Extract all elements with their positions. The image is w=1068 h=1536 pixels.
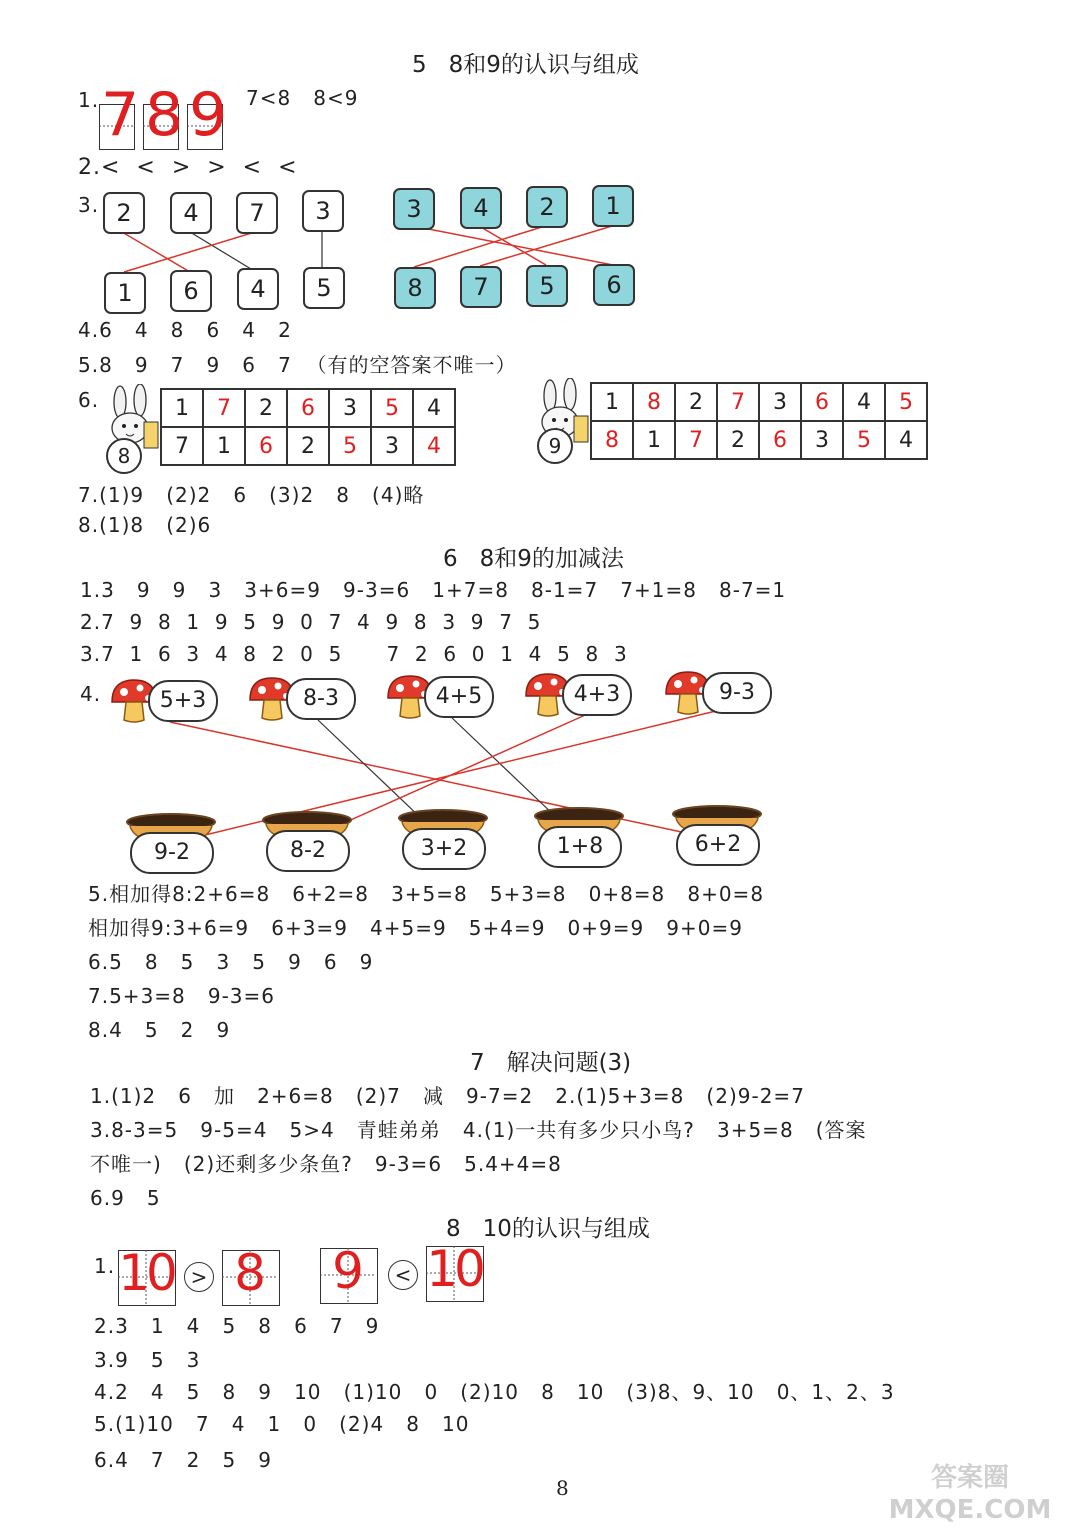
watermark-logo: 答案圈 MXQE.COM [888,1463,1052,1525]
s6-q4-label: 4. [80,682,102,706]
s5-q1-digit-7: 7 [101,80,140,150]
q3-left-top-box: 2 [103,192,145,234]
s8-q1-b: 8 [234,1244,266,1302]
s6-q5-line1: 5.相加得8:2+6=8 6+2=8 3+5=8 5+3=8 0+8=8 8+0=8 [88,882,765,906]
q3-right-top-box: 2 [526,186,568,228]
table-cell: 5 [329,427,371,465]
table-cell: 3 [371,427,413,465]
s7-line2: 3.8-3=5 9-5=4 5>4 青蛙弟弟 4.(1)一共有多少只小鸟? 3+5=8 (答案 [90,1118,867,1142]
s5-q5: 5.8 9 7 9 6 7 （有的空答案不唯一） [78,353,517,377]
pot-expression: 9-2 [130,832,214,874]
s7-line3: 不唯一) (2)还剩多少条鱼? 9-3=6 5.4+4=8 [90,1152,562,1176]
q3-left-bottom-box: 1 [104,272,146,314]
table-cell: 6 [287,389,329,427]
s5-q8: 8.(1)8 (2)6 [78,513,212,537]
q3-right-top-box: 4 [460,187,502,229]
table-cell: 2 [245,389,287,427]
s8-q3: 3.9 5 3 [94,1348,201,1372]
mushroom-expression: 5+3 [148,680,218,722]
pot-expression: 1+8 [538,826,622,868]
pot-expression: 3+2 [402,828,486,870]
q3-left-top-box: 4 [170,192,212,234]
table-cell: 6 [759,421,801,459]
s6-q7: 7.5+3=8 9-3=6 [88,984,275,1008]
s8-q1-a: 10 [118,1244,174,1302]
s5-q1-digit-9: 9 [189,80,228,150]
s5-q7: 7.(1)9 (2)2 6 (3)2 8 (4)略 [78,483,425,507]
pot-card [670,804,764,866]
q3-right-bottom-box: 5 [526,265,568,307]
table-cell: 3 [801,421,843,459]
mushroom-card [522,670,621,724]
s8-q6: 6.4 7 2 5 9 [94,1448,272,1472]
q3-left-bottom-box: 5 [303,267,345,309]
q3-left-bottom-box: 6 [170,270,212,312]
table-cell: 7 [203,389,245,427]
table-cell: 3 [329,389,371,427]
table-cell: 6 [245,427,287,465]
s8-q4: 4.2 4 5 8 9 10 (1)10 0 (2)10 8 10 (3)8、9、10 0、1、2、3 [94,1380,895,1404]
table-cell: 4 [885,421,927,459]
s8-q1-op1: > [184,1262,214,1292]
s5-q1-digit-8: 8 [145,80,184,150]
q6-right-number-badge: 9 [537,428,573,464]
s6-q5-line2: 相加得9:3+6=9 6+3=9 4+5=9 5+4=9 0+9=9 9+0=9 [88,916,743,940]
s5-q1-label: 1. [78,88,100,112]
s6-q1: 1.3 9 9 3 3+6=9 9-3=6 1+7=8 8-1=7 7+1=8 8-7=1 [80,578,787,602]
mushroom-expression: 9-3 [702,672,772,714]
s8-q5: 5.(1)10 7 4 1 0 (2)4 8 10 [94,1412,470,1436]
s6-q3: 3.7 1 6 3 4 8 2 0 5 7 2 6 0 1 4 5 8 3 [80,642,628,666]
section6-title: 6 8和9的加减法 [443,546,624,572]
section8-title: 8 10的认识与组成 [446,1216,650,1242]
q3-right-bottom-box: 6 [593,264,635,306]
table-cell: 2 [675,383,717,421]
table-cell: 2 [717,421,759,459]
q3-right-top-box: 1 [592,185,634,227]
page-number: 8 [556,1476,569,1500]
table-cell: 8 [591,421,633,459]
s6-q8: 8.4 5 2 9 [88,1018,231,1042]
mushroom-expression: 4+5 [424,676,494,718]
q3-right-bottom-box: 8 [394,267,436,309]
s8-q1-d: 10 [426,1240,482,1298]
s8-q1-op2: < [388,1260,418,1290]
mushroom-card [662,668,755,722]
table-cell: 7 [675,421,717,459]
s8-q1-cell-guides [0,0,520,1310]
pot-expression: 6+2 [676,824,760,866]
q6-left-number-badge: 8 [106,438,142,474]
s5-q1-compare: 7<8 8<9 [246,86,359,110]
table-cell: 7 [717,383,759,421]
s6-q6: 6.5 8 5 3 5 9 6 9 [88,950,374,974]
table-cell: 4 [413,389,455,427]
table-cell: 5 [885,383,927,421]
q3-left-top-box: 7 [236,192,278,234]
table-cell: 6 [801,383,843,421]
q3-right-top-box: 3 [393,188,435,230]
s7-line4: 6.9 5 [90,1186,161,1210]
s5-q4: 4.6 4 8 6 4 2 [78,318,292,342]
pot-card [532,806,626,868]
s5-q6-label: 6. [78,388,100,412]
s5-q3-label: 3. [78,193,100,217]
table-cell: 8 [633,383,675,421]
q3-right-bottom-box: 7 [460,266,502,308]
s5-q2: 2.< < > > < < [78,155,298,180]
table-cell: 1 [161,389,203,427]
s8-q1-label: 1. [94,1254,116,1278]
table-cell: 7 [161,427,203,465]
s7-line1: 1.(1)2 6 加 2+6=8 (2)7 减 9-7=2 2.(1)5+3=8 (2)9-2=7 [90,1084,805,1108]
table-cell: 3 [759,383,801,421]
pot-expression: 8-2 [266,830,350,872]
s8-q1-c: 9 [332,1242,364,1300]
table-cell: 1 [633,421,675,459]
mushroom-expression: 4+3 [562,674,632,716]
q3-left-top-box: 3 [302,190,344,232]
s6-q2: 2.7 9 8 1 9 5 9 0 7 4 9 8 3 9 7 5 [80,610,542,634]
s8-q2: 2.3 1 4 5 8 6 7 9 [94,1314,380,1338]
section7-title: 7 解决问题(3) [470,1050,632,1076]
table-cell: 2 [287,427,329,465]
table-cell: 5 [843,421,885,459]
table-cell: 1 [591,383,633,421]
q3-left-bottom-box: 4 [237,268,279,310]
table-cell: 5 [371,389,413,427]
section5-title: 5 8和9的认识与组成 [412,52,639,78]
table-cell: 4 [843,383,885,421]
table-cell: 1 [203,427,245,465]
mushroom-expression: 8-3 [286,678,356,720]
table-cell: 4 [413,427,455,465]
